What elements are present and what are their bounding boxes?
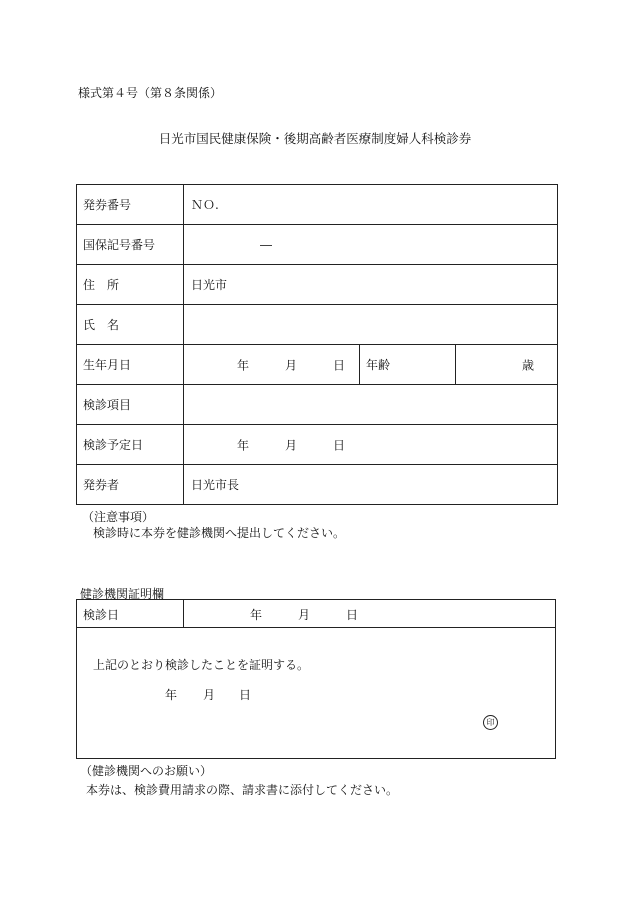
certification-statement: 上記のとおり検診したことを証明する。 (93, 658, 310, 672)
form-number: 様式第４号（第８条関係） (78, 86, 223, 100)
name-label: 氏 名 (77, 305, 184, 345)
scheduled-month: 月 (285, 438, 298, 452)
age-value (456, 345, 558, 385)
age-unit: 歳 (522, 358, 535, 372)
issue-number-value: ＮＯ. (184, 185, 558, 225)
exam-items-label: 検診項目 (77, 385, 184, 425)
row-birthdate (77, 345, 558, 385)
exam-date-day: 日 (346, 608, 359, 622)
certification-box (76, 599, 556, 759)
request-heading: （健診機関へのお願い） (80, 764, 213, 778)
scheduled-date-value (184, 425, 558, 465)
exam-date-divider (183, 600, 184, 627)
row-insurance-number (77, 225, 558, 265)
issuer-label: 発券者 (77, 465, 184, 505)
exam-date-label: 検診日 (83, 608, 120, 622)
address-label: 住 所 (77, 265, 184, 305)
exam-date-row (77, 600, 555, 628)
scheduled-day: 日 (333, 438, 346, 452)
row-address (77, 265, 558, 305)
certification-date-month: 月 (203, 688, 216, 702)
birthdate-year: 年 (237, 358, 250, 372)
voucher-table (76, 184, 558, 505)
birthdate-label: 生年月日 (77, 345, 184, 385)
certification-date-day: 日 (239, 688, 252, 702)
exam-date-month: 月 (298, 608, 311, 622)
scheduled-date-label: 検診予定日 (77, 425, 184, 465)
name-value (184, 305, 558, 345)
row-issuer (77, 465, 558, 505)
exam-date-year: 年 (250, 608, 263, 622)
birthdate-day: 日 (333, 358, 346, 372)
seal-mark: 印 (483, 715, 498, 730)
insurance-number-label: 国保記号番号 (77, 225, 184, 265)
birthdate-month: 月 (285, 358, 298, 372)
certification-heading: 健診機関証明欄 (80, 587, 165, 601)
issuer-value: 日光市長 (184, 465, 558, 505)
certification-date-year: 年 (165, 688, 178, 702)
document-title: 日光市国民健康保険・後期高齢者医療制度婦人科検診券 (158, 131, 472, 146)
notes-heading: （注意事項） (82, 510, 155, 524)
address-value: 日光市 (184, 265, 558, 305)
scheduled-year: 年 (237, 438, 250, 452)
birthdate-value (184, 345, 360, 385)
row-scheduled-date (77, 425, 558, 465)
row-exam-items (77, 385, 558, 425)
age-label: 年齢 (360, 345, 456, 385)
request-text: 本券は、検診費用請求の際、請求書に添付してください。 (86, 783, 399, 797)
row-name (77, 305, 558, 345)
issue-number-label: 発券番号 (77, 185, 184, 225)
notes-text: 検診時に本券を健診機関へ提出してください。 (93, 526, 346, 540)
insurance-number-dash: ― (260, 237, 272, 252)
row-issue-number (77, 185, 558, 225)
exam-items-value (184, 385, 558, 425)
insurance-number-cell (184, 225, 558, 265)
